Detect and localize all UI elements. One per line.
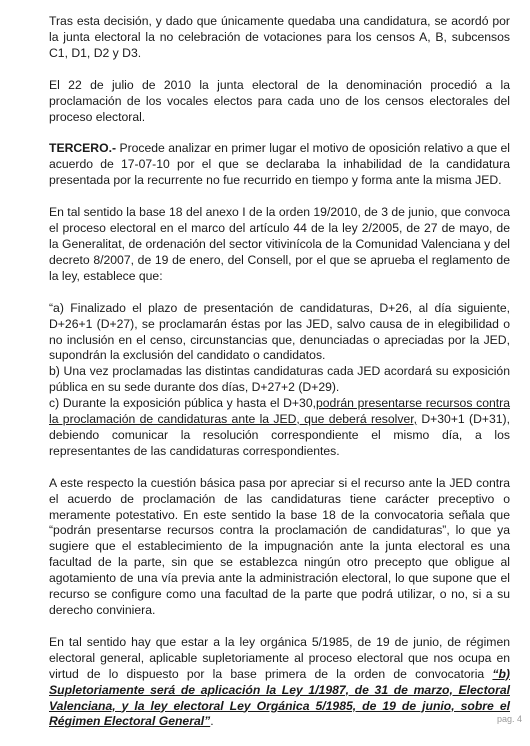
quote-item-c: [49, 396, 510, 460]
tercero-text: Procede analizar en primer lugar el motivo de oposición relativo a que el acuerdo de 17-07-10 por el que se declaraba la inhabilidad de la candidatura presentada por la recurrente no fue recurrido en tiempo y forma ante la misma JED.: [49, 141, 510, 188]
quote-c-rest: D+30+1 (D+31), debiendo comunicar la resolución correspondiente el mismo día, a los representantes de las candidaturas correspondientes.: [49, 412, 510, 458]
paragraph-tercero: [49, 141, 510, 189]
quote-c-underlined: podrán presentarse recursos contra la proclamación de candidaturas ante la JED, que deberá resolver,: [49, 396, 510, 427]
loreg-text: En tal sentido hay que estar a la ley orgánica 5/1985, de 19 de junio, de régimen electoral general, aplicable supletoriamente al proceso electoral que nos ocupa en virtud de lo dispuesto por la base primera de la orden de convocatoria: [49, 634, 510, 681]
page-number: pag. 4: [496, 714, 522, 724]
paragraph-proclamation: El 22 de julio de 2010 la junta electoral de la denominación procedió a la proclamación de los vocales electos para cada uno de los censos electorales del proceso electoral.: [49, 77, 510, 124]
quote-item-b: b) Una vez proclamadas las distintas candidaturas cada JED acordará su exposición pública en su sede durante dos días, D+27+2 (D+29).: [49, 364, 510, 395]
loreg-quote: “b) Supletoriamente será de aplicación la Ley 1/1987, de 31 de marzo, Electoral Valenciana, y la ley electoral Ley Orgánica 5/1985, de 19 de junio, sobre el Régimen Electoral General”: [49, 666, 510, 729]
document-body: [49, 14, 510, 746]
loreg-end: .: [210, 714, 214, 729]
paragraph-loreg: [49, 635, 510, 730]
quote-item-a: “a) Finalizado el plazo de presentación de candidaturas, D+26, al día siguiente, D+26+1 (D+27), se proclamarán éstas por las JED, salvo causa de in elegibilidad o no inclusión en el censo, circunstancias que, denunciadas o apreciadas por la JED, supondrán la exclusión del candidato o candidatos.: [49, 300, 510, 363]
paragraph-decision: Tras esta decisión, y dado que únicamente quedaba una candidatura, se acordó por la junta electoral la no celebración de votaciones para los censos A, B, subcensos C1, D1, D2 y D3.: [49, 14, 510, 60]
quote-c-intro: c) Durante la exposición pública y hasta el D+30,: [49, 396, 316, 411]
paragraph-analysis: A este respecto la cuestión básica pasa por apreciar si el recurso ante la JED contra el acuerdo de proclamación de las candidaturas tiene carácter preceptivo o meramente potestativo. En este sentido la base 18 de la convocatoria señala que “podrán presentarse recursos contra la proclamación de candidaturas”, lo que ya sugiere que el establecimiento de la impugnación ante la junta electoral es una facultad de la parte, sin que se establezca ningún otro precepto que obligue al agotamiento de una vía previa ante la administración electoral, lo que supone que el recurso se configure como una facultad de la parte que podrá utilizar, o no, si a su derecho conviniera.: [49, 475, 510, 617]
section-heading-tercero: TERCERO.-: [49, 141, 117, 156]
paragraph-base-18: En tal sentido la base 18 del anexo I de la orden 19/2010, de 3 de junio, que convoca el proceso electoral en el marco del artículo 44 de la ley 2/2005, de 27 de mayo, de la Generalitat, de ordenación del sector vitivinícola de la Comunidad Valenciana y del decreto 8/2007, de 19 de enero, del Consell, por el que se aprueba el reglamento de la ley, establece que:: [49, 205, 510, 283]
